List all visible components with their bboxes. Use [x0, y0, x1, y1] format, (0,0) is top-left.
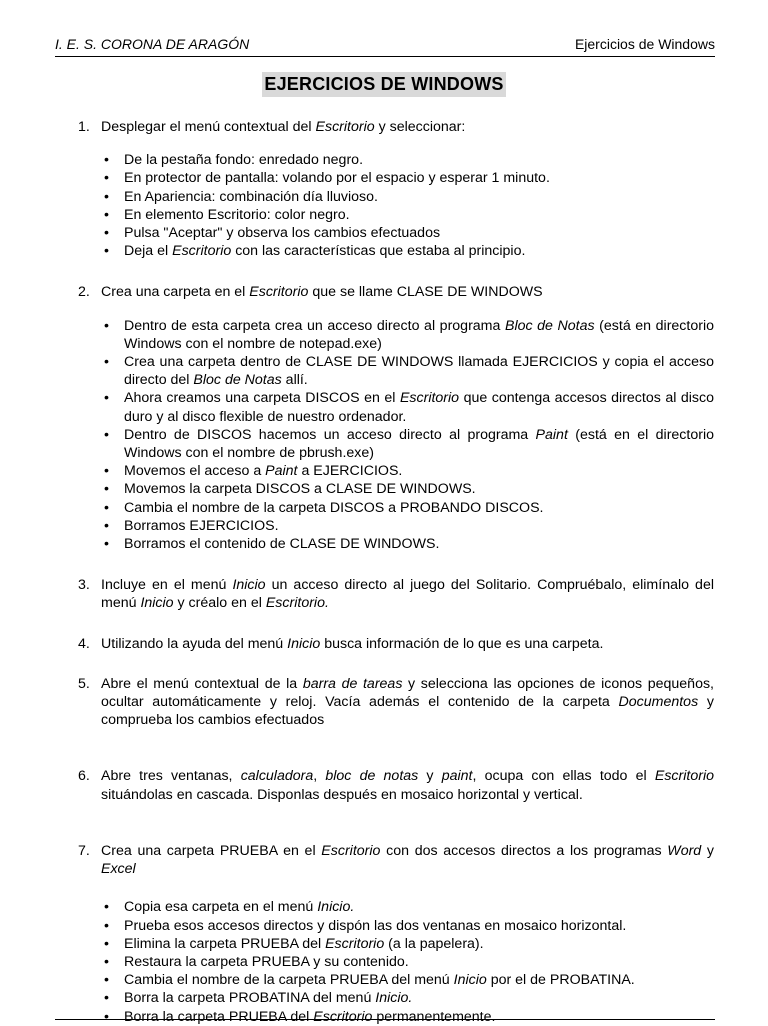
text-run: Ahora creamos una carpeta DISCOS en el — [124, 390, 400, 407]
text-run: Copia esa carpeta en el menú — [124, 899, 318, 916]
exercise-3 — [78, 576, 714, 612]
header-school-name: I. E. S. CORONA DE ARAGÓN — [55, 36, 250, 52]
text-run: Crea una carpeta PRUEBA en el — [101, 842, 322, 859]
exercise-5 — [78, 675, 714, 730]
bullet-item — [101, 917, 714, 935]
exercise-number: 5. — [78, 675, 90, 692]
italic-text: Escritorio — [313, 1008, 373, 1025]
exercise-7 — [78, 842, 714, 1026]
text-run: y — [701, 842, 714, 859]
exercise-number: 7. — [78, 842, 90, 859]
text-run: y comprueba los cambios efectuados — [101, 694, 714, 729]
text-run: Borra la carpeta PROBATINA del menú — [124, 990, 376, 1007]
text-run: y selecciona las opciones de iconos pequeños, ocultar automáticamente y reloj. Vacía además el contenido de la carpeta — [101, 675, 714, 711]
exercise-text — [101, 842, 714, 878]
bullet-item — [101, 480, 714, 498]
text-run: Cambia el nombre de la carpeta PRUEBA del menú — [124, 972, 454, 989]
text-run: Dentro de DISCOS hacemos un acceso directo al programa — [124, 426, 536, 443]
bullet-item — [101, 353, 714, 389]
text-run: En protector de pantalla: volando por el espacio y esperar 1 minuto. — [124, 170, 550, 187]
exercise-list — [78, 118, 714, 1026]
bullet-item — [101, 935, 714, 953]
text-run: Elimina la carpeta PRUEBA del — [124, 935, 326, 952]
italic-text: Bloc de Notas — [193, 372, 282, 389]
exercise-number: 6. — [78, 768, 90, 785]
italic-text: barra de tareas — [302, 675, 403, 692]
text-run: un acceso directo al juego del Solitario. Compruébalo, elimínalo del menú — [101, 577, 714, 612]
italic-text: Documentos — [618, 694, 699, 711]
header-doc-name: Ejercicios de Windows — [574, 36, 715, 52]
text-run: Abre el menú contextual de la — [101, 675, 303, 692]
page-header — [55, 36, 715, 57]
text-run: Incluye en el menú — [101, 577, 233, 594]
text-run: Cambia el nombre de la carpeta DISCOS a PROBANDO DISCOS. — [124, 499, 544, 516]
text-run: Movemos la carpeta DISCOS a CLASE DE WINDOWS. — [124, 481, 476, 498]
bullet-list — [78, 317, 714, 554]
italic-text: Escritorio — [315, 119, 375, 135]
text-run: Deja el — [124, 243, 173, 260]
text-run: (a la papelera). — [384, 935, 484, 952]
text-run: Pulsa "Aceptar" y observa los cambios efectuados — [124, 225, 441, 242]
bullet-item — [101, 898, 714, 916]
exercise-text — [101, 767, 714, 803]
italic-text: Bloc de Notas — [504, 317, 595, 334]
exercise-text — [101, 675, 714, 730]
bullet-item — [101, 188, 714, 206]
italic-text: Excel — [101, 861, 136, 878]
bullet-item — [101, 499, 714, 517]
exercise-text — [101, 576, 714, 612]
text-run: y — [418, 768, 442, 785]
bullet-list — [78, 898, 714, 1025]
exercise-1 — [78, 118, 714, 260]
text-run: Utilizando la ayuda del menú — [101, 635, 288, 652]
text-run: En Apariencia: combinación día lluvioso. — [124, 188, 378, 205]
bullet-list — [78, 151, 714, 260]
bullet-item — [101, 242, 714, 260]
text-run: con las características que estaba al principio. — [231, 243, 526, 260]
exercise-text — [101, 283, 714, 301]
bullet-item — [101, 224, 714, 242]
italic-text: Escritorio — [325, 935, 385, 952]
bullet-item — [101, 517, 714, 535]
text-run: Borra la carpeta PRUEBA del — [124, 1008, 314, 1025]
bullet-item — [101, 953, 714, 971]
text-run: Dentro de esta carpeta crea un acceso directo al programa — [124, 317, 505, 334]
text-run: (está en el directorio Windows con el nombre de pbrush.exe) — [124, 426, 714, 462]
exercise-number: 2. — [78, 284, 90, 301]
italic-text: Inicio. — [375, 990, 413, 1007]
text-run: Borramos el contenido de CLASE DE WINDOWS. — [124, 536, 440, 553]
bullet-item — [101, 989, 714, 1007]
bullet-item — [101, 169, 714, 187]
bullet-item — [101, 206, 714, 224]
italic-text: Inicio — [287, 635, 321, 652]
text-run: Crea una carpeta dentro de CLASE DE WINDOWS llamada EJERCICIOS y copia el acceso directo del — [124, 354, 714, 389]
italic-text: Escritorio — [172, 243, 232, 260]
text-run: busca información de lo que es una carpeta. — [320, 635, 604, 652]
exercise-6 — [78, 767, 714, 803]
bullet-item — [101, 151, 714, 169]
italic-text: Paint — [265, 463, 298, 480]
document-title: EJERCICIOS DE WINDOWS — [262, 72, 505, 97]
italic-text: Inicio. — [317, 899, 355, 916]
text-run: , — [313, 768, 326, 785]
text-run: allí. — [281, 372, 308, 389]
bullet-item — [101, 971, 714, 989]
italic-text: Inicio — [140, 595, 174, 612]
italic-text: Escritorio — [399, 390, 460, 407]
text-run: con dos accesos directos a los programas — [380, 842, 668, 859]
text-run: situándolas en cascada. Disponlas después en mosaico horizontal y vertical. — [101, 786, 583, 803]
text-run: Movemos el acceso a — [124, 463, 266, 480]
title-wrapper — [0, 72, 768, 97]
text-run: y créalo en el — [173, 595, 266, 612]
bullet-item — [101, 535, 714, 553]
text-run: Abre tres ventanas, — [101, 768, 241, 785]
italic-text: calculadora — [240, 768, 314, 785]
italic-text: Escritorio — [654, 768, 714, 785]
italic-text: Paint — [535, 426, 568, 443]
italic-text: Inicio — [453, 972, 487, 989]
italic-text: Escritorio — [321, 842, 381, 859]
bullet-item — [101, 462, 714, 480]
text-run: a EJERCICIOS. — [297, 463, 403, 480]
text-run: Restaura la carpeta PRUEBA y su contenido. — [124, 953, 409, 970]
exercise-text — [101, 635, 714, 653]
exercise-number: 1. — [78, 119, 90, 135]
text-run: que se llame CLASE DE WINDOWS — [308, 284, 543, 301]
text-run: En elemento Escritorio: color negro. — [124, 206, 350, 223]
footer-rule — [55, 1019, 715, 1020]
text-run: , ocupa con ellas todo el — [472, 768, 655, 785]
text-run: que contenga accesos directos al disco duro y al disco flexible de nuestro ordenador. — [124, 390, 714, 425]
text-run: Desplegar el menú contextual del — [101, 119, 316, 135]
exercise-number: 3. — [78, 577, 90, 594]
bullet-item — [101, 389, 714, 425]
italic-text: Escritorio. — [265, 595, 329, 612]
italic-text: paint — [441, 768, 473, 785]
text-run: por el de PROBATINA. — [486, 972, 635, 989]
exercise-2 — [78, 283, 714, 553]
italic-text: Inicio — [232, 577, 266, 594]
exercise-text — [101, 118, 714, 136]
italic-text: Word — [667, 842, 702, 859]
italic-text: Escritorio — [249, 284, 309, 301]
text-run: Crea una carpeta en el — [101, 284, 250, 301]
bullet-item — [101, 1008, 714, 1026]
text-run: Borramos EJERCICIOS. — [124, 517, 279, 534]
text-run: De la pestaña fondo: enredado negro. — [124, 152, 364, 169]
bullet-item — [101, 426, 714, 462]
text-run: y seleccionar: — [374, 119, 466, 135]
exercise-number: 4. — [78, 635, 90, 652]
text-run: permanentemente. — [372, 1008, 496, 1025]
bullet-item — [101, 317, 714, 353]
text-run: Prueba esos accesos directos y dispón las dos ventanas en mosaico horizontal. — [124, 917, 627, 934]
italic-text: bloc de notas — [325, 768, 419, 785]
exercise-4 — [78, 635, 714, 653]
text-run: (está en directorio Windows con el nombre de notepad.exe) — [124, 317, 715, 352]
